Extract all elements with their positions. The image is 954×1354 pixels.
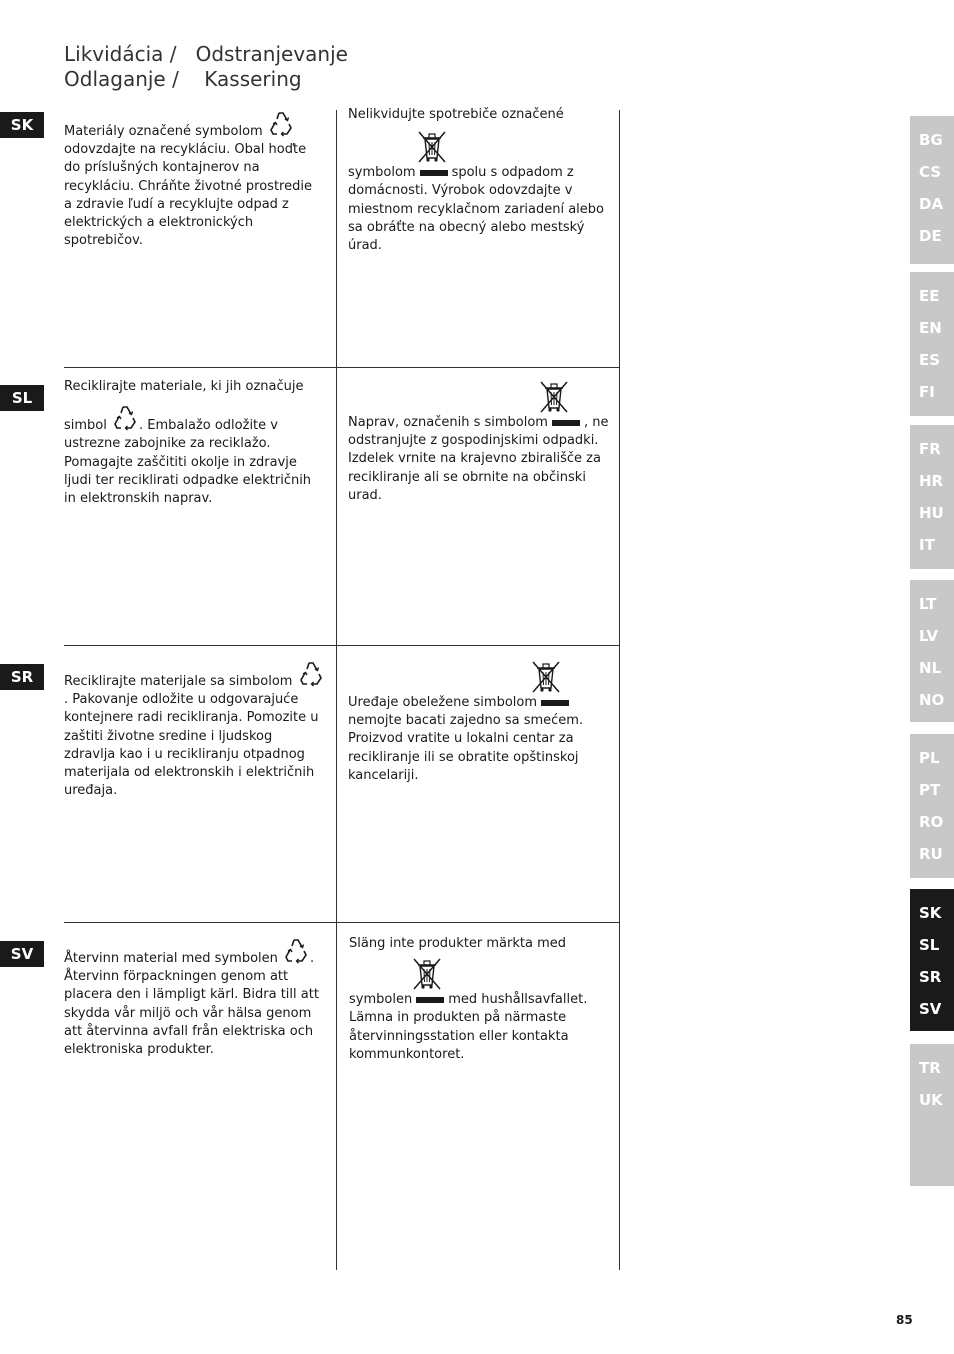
- sk-appliance-text: Nelikvidujte spotrebiče označené symbolom spolu s odpadom z domácnosti. Výrobok odovzdajte v miestnom recyklačnom zariadení alebo sa obráťte na obecný alebo mestský úrad.: [348, 107, 605, 254]
- sidebar-item-active: SR: [919, 968, 942, 986]
- sidebar-item: DE: [919, 227, 942, 245]
- sidebar-group-1: [910, 116, 954, 264]
- sidebar-group-3: [910, 425, 954, 569]
- bin-underline-bar: [420, 170, 448, 176]
- recycle-icon: [267, 110, 295, 138]
- sidebar-item: NL: [919, 659, 942, 677]
- recycle-icon: [111, 404, 139, 432]
- bin-underline-bar: [541, 700, 569, 706]
- language-tag-sl: SL: [0, 385, 44, 411]
- sidebar-item: PL: [919, 749, 940, 767]
- sidebar-item: HU: [919, 504, 944, 522]
- sidebar-item: RO: [919, 813, 944, 831]
- sv-appliance-text: Släng inte produkter märkta med symbolen med hushållsavfallet. Lämna in produkten på närmaste återvinningsstation eller kontakta kommunkontoret.: [349, 936, 588, 1062]
- language-tag-sr: SR: [0, 664, 44, 690]
- sr-packaging-text: Reciklirajte materijale sa simbolom . Pakovanje odložite u odgovarajuće kontejnere radi recikliranja. Pomozite u zaštiti životne sredine i ljudskog zdravlja kao i u recikliranju otpadnog materijala od elektronskih i električnih uređaja.: [64, 660, 326, 800]
- crossed-out-bin-icon: [538, 380, 570, 414]
- language-tag-sk: SK: [0, 112, 44, 138]
- sidebar-item: ES: [919, 351, 941, 369]
- title-line-2: Odlaganje / Kassering: [64, 67, 302, 91]
- sr-appliance-text: Uređaje obeležene simbolom nemojte bacati zajedno sa smećem. Proizvod vratite u lokalni centar za recikliranje ili se obratite opštinskoj kancelariji.: [348, 658, 610, 785]
- column-divider-right: [619, 110, 620, 1270]
- language-tag-sv: SV: [0, 941, 44, 967]
- sidebar-item: UK: [919, 1091, 943, 1109]
- sv-packaging-text: Återvinn material med symbolen . Återvinn förpackningen genom att placera den i lämpligt kärl. Bidra till att skydda vår miljö och vår hälsa genom att återvinna avfall från elektriska och elektroniska produkter.: [64, 937, 326, 1059]
- sidebar-group-2: [910, 272, 954, 416]
- crossed-out-bin-icon: [416, 130, 448, 164]
- sidebar-group-5: [910, 734, 954, 878]
- bin-underline-bar: [416, 997, 444, 1003]
- sidebar-group-active: [910, 889, 954, 1031]
- crossed-out-bin-icon: [530, 660, 562, 694]
- page-title: [64, 42, 348, 92]
- sidebar-item-active: SK: [919, 904, 942, 922]
- sidebar-item: TR: [919, 1059, 941, 1077]
- sidebar-item: EN: [919, 319, 942, 337]
- row-divider: [64, 922, 620, 923]
- sidebar-item: IT: [919, 536, 935, 554]
- sidebar-item: FI: [919, 383, 935, 401]
- sl-appliance-text: Naprav, označenih s simbolom , ne odstranjujte z gospodinjskimi odpadki. Izdelek vrnite na krajevno zbirališče za recikliranje ali se obrnite na občinski urad.: [348, 378, 610, 505]
- sidebar-item: EE: [919, 287, 940, 305]
- title-line-1: Likvidácia / Odstranjevanje: [64, 42, 348, 66]
- column-divider: [336, 110, 337, 1270]
- sidebar-item: HR: [919, 472, 944, 490]
- sidebar-item-active: SL: [919, 936, 940, 954]
- sidebar-item: NO: [919, 691, 945, 709]
- row-divider: [64, 645, 620, 646]
- recycle-icon: [297, 660, 325, 688]
- page-number: 85: [896, 1313, 913, 1327]
- crossed-out-bin-icon: [411, 957, 443, 991]
- sidebar-item: RU: [919, 845, 943, 863]
- sidebar-item: CS: [919, 163, 942, 181]
- sidebar-group-4: [910, 580, 954, 722]
- sk-packaging-text: Materiály označené symbolom odovzdajte na recykláciu. Obal hoďte do príslušných kontajnerov na recykláciu. Chráňte životné prostredie a zdravie ľudí a recyklujte odpad z elektrických a elektronických spotrebičov.: [64, 110, 324, 250]
- sl-packaging-text: Reciklirajte materiale, ki jih označuje simbol . Embalažo odložite v ustrezne zabojnike za reciklažo. Pomagajte zaščititi okolje in zdravje ljudi ter reciklirati odpadke električnih in elektronskih naprav.: [64, 379, 312, 507]
- sidebar-item-active: SV: [919, 1000, 942, 1018]
- sidebar-item: FR: [919, 440, 941, 458]
- sidebar-item: LV: [919, 627, 939, 645]
- row-divider: [64, 367, 620, 368]
- sidebar-item: BG: [919, 131, 943, 149]
- sidebar-item: DA: [919, 195, 944, 213]
- sidebar-item: PT: [919, 781, 941, 799]
- sidebar-item: LT: [919, 595, 937, 613]
- bin-underline-bar: [552, 420, 580, 426]
- sidebar-group-7: [910, 1044, 954, 1186]
- recycle-icon: [282, 937, 310, 965]
